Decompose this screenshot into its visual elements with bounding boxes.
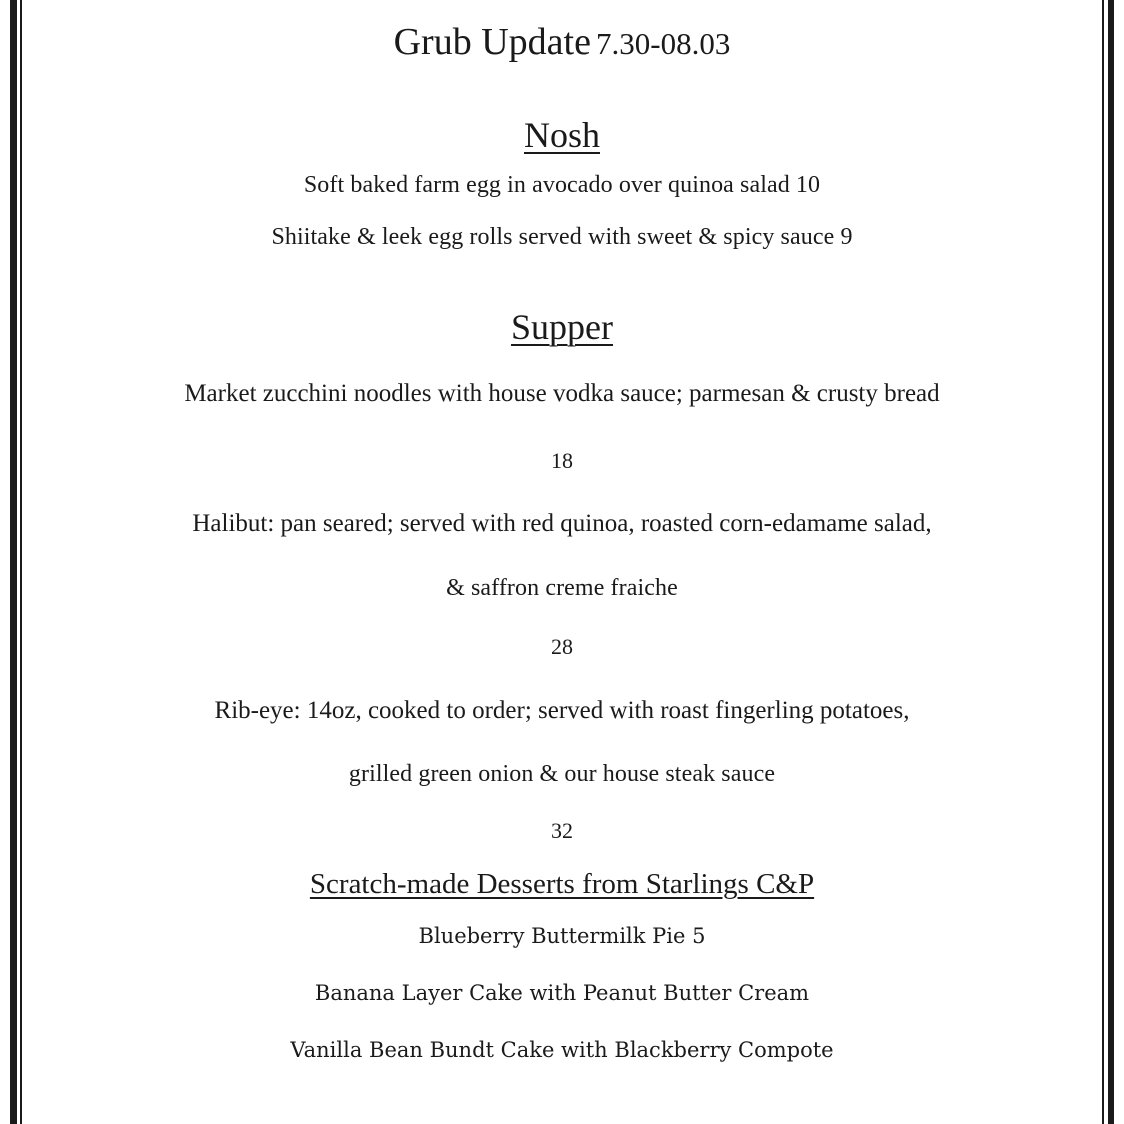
title-date: 7.30-08.03	[596, 26, 731, 61]
supper-heading: Supper	[511, 307, 613, 347]
supper-item-line: & saffron creme fraiche	[446, 575, 678, 601]
nosh-item: Shiitake & leek egg rolls served with sweet & spicy sauce 9	[271, 224, 853, 250]
page-border-left-outer	[10, 0, 17, 1124]
dessert-item: Vanilla Bean Bundt Cake with Blackberry Compote	[290, 1038, 834, 1062]
supper-item-line: grilled green onion & our house steak sauce	[348, 761, 776, 787]
desserts-heading: Scratch-made Desserts from Starlings C&P	[309, 868, 815, 900]
supper-item-price: 32	[551, 818, 573, 843]
nosh-item: Soft baked farm egg in avocado over quinoa salad 10	[303, 172, 821, 198]
supper-item-price: 18	[551, 448, 573, 473]
dessert-item: Banana Layer Cake with Peanut Butter Cream	[314, 981, 810, 1005]
supper-item-line: Rib-eye: 14oz, cooked to order; served with roast fingerling potatoes,	[214, 697, 910, 724]
supper-item-price: 28	[551, 634, 573, 659]
page-border-right-outer	[1108, 0, 1114, 1124]
supper-item-line: Market zucchini noodles with house vodka sauce; parmesan & crusty bread	[184, 380, 940, 407]
dessert-item: Blueberry Buttermilk Pie 5	[418, 924, 706, 948]
nosh-heading: Nosh	[523, 115, 600, 155]
page-border-left-inner	[20, 0, 22, 1124]
title-text: Grub Update	[393, 21, 591, 63]
page-title	[0, 20, 1124, 64]
supper-item-line: Halibut: pan seared; served with red quinoa, roasted corn-edamame salad,	[192, 510, 932, 537]
page-border-right-inner	[1102, 0, 1104, 1124]
